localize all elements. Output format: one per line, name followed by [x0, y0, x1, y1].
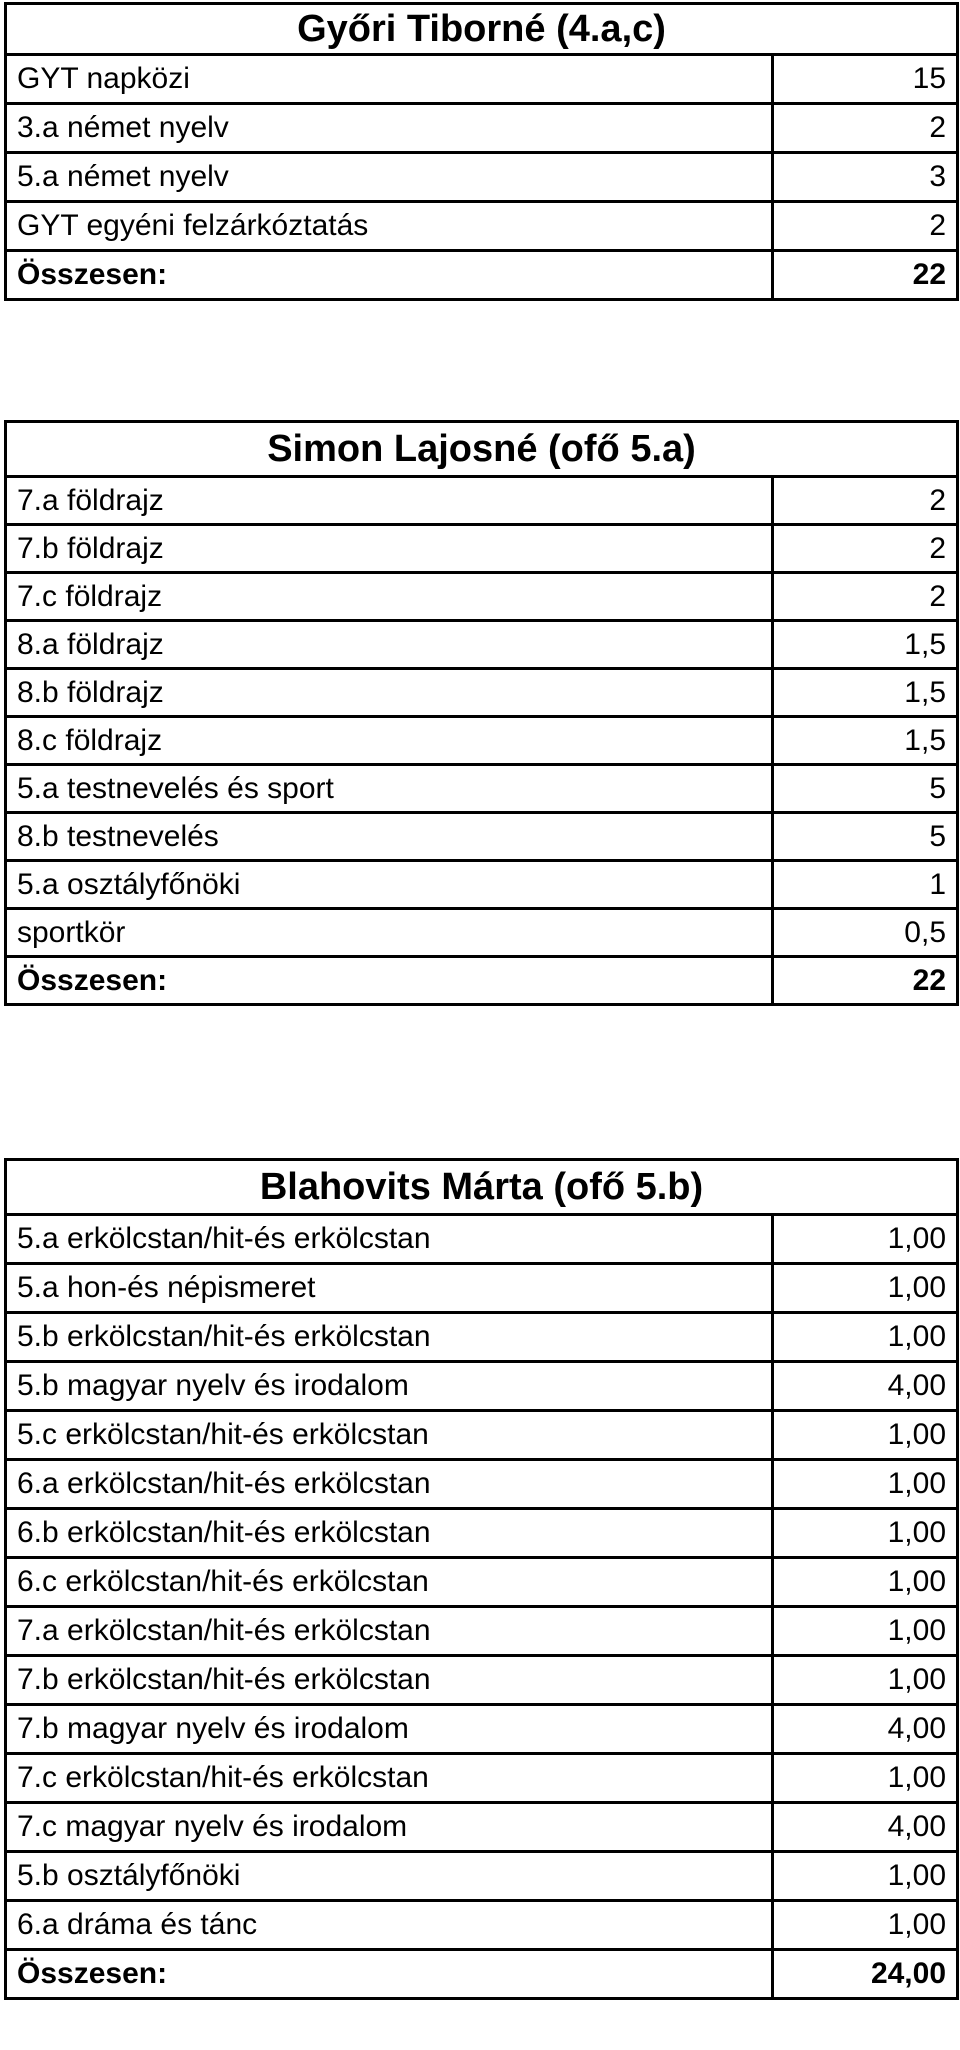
- teacher-table-gyori-tiborne: [4, 2, 959, 301]
- teacher-name-header: Simon Lajosné (ofő 5.a): [6, 422, 958, 477]
- subject-cell: 8.a földrajz: [6, 621, 591, 669]
- table-row: [6, 477, 958, 525]
- table-row: [6, 104, 958, 153]
- subject-cell: 5.b erkölcstan/hit-és erkölcstan: [6, 1313, 773, 1362]
- table-row: [6, 1313, 958, 1362]
- table-row: [6, 909, 958, 957]
- table-row: [6, 1607, 958, 1656]
- table-row: [6, 717, 958, 765]
- hours-cell: 1: [773, 861, 958, 909]
- subject-cell: 7.a erkölcstan/hit-és erkölcstan: [6, 1607, 773, 1656]
- subject-cell: 8.c földrajz: [6, 717, 591, 765]
- hours-cell: 1,00: [773, 1264, 958, 1313]
- subject-cell: 7.a földrajz: [6, 477, 591, 525]
- table-row: [6, 1901, 958, 1950]
- hours-cell: 1,00: [773, 1754, 958, 1803]
- hours-cell: 2: [773, 573, 958, 621]
- subject-cell: 5.a osztályfőnöki: [6, 861, 591, 909]
- hours-cell: 3: [773, 153, 958, 202]
- hours-cell: 1,00: [773, 1656, 958, 1705]
- hours-cell: 4,00: [773, 1362, 958, 1411]
- total-label: Összesen:: [6, 1950, 773, 1999]
- subject-cell: 5.a hon-és népismeret: [6, 1264, 773, 1313]
- subject-cell: 7.b magyar nyelv és irodalom: [6, 1705, 773, 1754]
- subject-cell: 6.b erkölcstan/hit-és erkölcstan: [6, 1509, 773, 1558]
- hours-cell: 1,00: [773, 1411, 958, 1460]
- hours-cell: 1,5: [773, 621, 958, 669]
- subject-cell: 8.b földrajz: [6, 669, 591, 717]
- subject-cell: 8.b testnevelés: [6, 813, 591, 861]
- teacher-name-header: Blahovits Márta (ofő 5.b): [6, 1160, 958, 1215]
- total-value: 22: [773, 957, 958, 1005]
- hours-cell: 2: [773, 477, 958, 525]
- teacher-table-simon-lajosne: [4, 420, 959, 1006]
- table-row: [6, 1215, 958, 1264]
- subject-cell: 6.a erkölcstan/hit-és erkölcstan: [6, 1460, 773, 1509]
- table-row: [6, 202, 958, 251]
- subject-cell: 5.a erkölcstan/hit-és erkölcstan: [6, 1215, 773, 1264]
- subject-cell: 7.c erkölcstan/hit-és erkölcstan: [6, 1754, 773, 1803]
- hours-cell: 2: [773, 104, 958, 153]
- subject-cell: 6.a dráma és tánc: [6, 1901, 773, 1950]
- table-row: [6, 525, 958, 573]
- table-row: [6, 669, 958, 717]
- table-row: [6, 1656, 958, 1705]
- table-row: [6, 621, 958, 669]
- subject-cell: 7.b erkölcstan/hit-és erkölcstan: [6, 1656, 773, 1705]
- hours-cell: 5: [773, 765, 958, 813]
- table-row: [6, 1754, 958, 1803]
- hours-cell: 4,00: [773, 1803, 958, 1852]
- hours-cell: 1,00: [773, 1607, 958, 1656]
- total-row: [6, 251, 958, 300]
- table-row: [6, 1509, 958, 1558]
- table-row: [6, 573, 958, 621]
- subject-cell: 5.b magyar nyelv és irodalom: [6, 1362, 773, 1411]
- table-row: [6, 1411, 958, 1460]
- hours-cell: 1,00: [773, 1215, 958, 1264]
- subject-cell: 3.a német nyelv: [6, 104, 591, 153]
- hours-cell: 1,00: [773, 1313, 958, 1362]
- hours-cell: 1,00: [773, 1509, 958, 1558]
- total-value: 22: [773, 251, 958, 300]
- hours-cell: 1,00: [773, 1558, 958, 1607]
- table-row: [6, 153, 958, 202]
- hours-cell: 5: [773, 813, 958, 861]
- hours-cell: 2: [773, 202, 958, 251]
- total-row: [6, 957, 958, 1005]
- hours-cell: 0,5: [773, 909, 958, 957]
- table-row: [6, 1558, 958, 1607]
- table-row: [6, 1362, 958, 1411]
- table-row: [6, 1705, 958, 1754]
- teacher-table-blahovits-marta: [4, 1158, 959, 2000]
- hours-cell: 1,5: [773, 669, 958, 717]
- total-label: Összesen:: [6, 957, 591, 1005]
- table-row: [6, 55, 958, 104]
- subject-cell: GYT egyéni felzárkóztatás: [6, 202, 591, 251]
- table-row: [6, 1852, 958, 1901]
- hours-cell: 1,00: [773, 1901, 958, 1950]
- hours-cell: 1,00: [773, 1852, 958, 1901]
- subject-cell: 5.c erkölcstan/hit-és erkölcstan: [6, 1411, 773, 1460]
- subject-cell: 7.b földrajz: [6, 525, 591, 573]
- table-row: [6, 813, 958, 861]
- hours-cell: 15: [773, 55, 958, 104]
- total-label: Összesen:: [6, 251, 591, 300]
- subject-cell: 5.a testnevelés és sport: [6, 765, 591, 813]
- subject-cell: 6.c erkölcstan/hit-és erkölcstan: [6, 1558, 773, 1607]
- table-row: [6, 1460, 958, 1509]
- subject-cell: sportkör: [6, 909, 591, 957]
- subject-cell: 7.c földrajz: [6, 573, 591, 621]
- teacher-name-header: Győri Tiborné (4.a,c): [6, 4, 958, 55]
- subject-cell: 5.a német nyelv: [6, 153, 591, 202]
- hours-cell: 4,00: [773, 1705, 958, 1754]
- subject-cell: 5.b osztályfőnöki: [6, 1852, 773, 1901]
- total-row: [6, 1950, 958, 1999]
- subject-cell: 7.c magyar nyelv és irodalom: [6, 1803, 773, 1852]
- total-value: 24,00: [773, 1950, 958, 1999]
- subject-cell: GYT napközi: [6, 55, 591, 104]
- table-row: [6, 765, 958, 813]
- table-row: [6, 1264, 958, 1313]
- hours-cell: 1,5: [773, 717, 958, 765]
- hours-cell: 1,00: [773, 1460, 958, 1509]
- table-row: [6, 1803, 958, 1852]
- table-row: [6, 861, 958, 909]
- hours-cell: 2: [773, 525, 958, 573]
